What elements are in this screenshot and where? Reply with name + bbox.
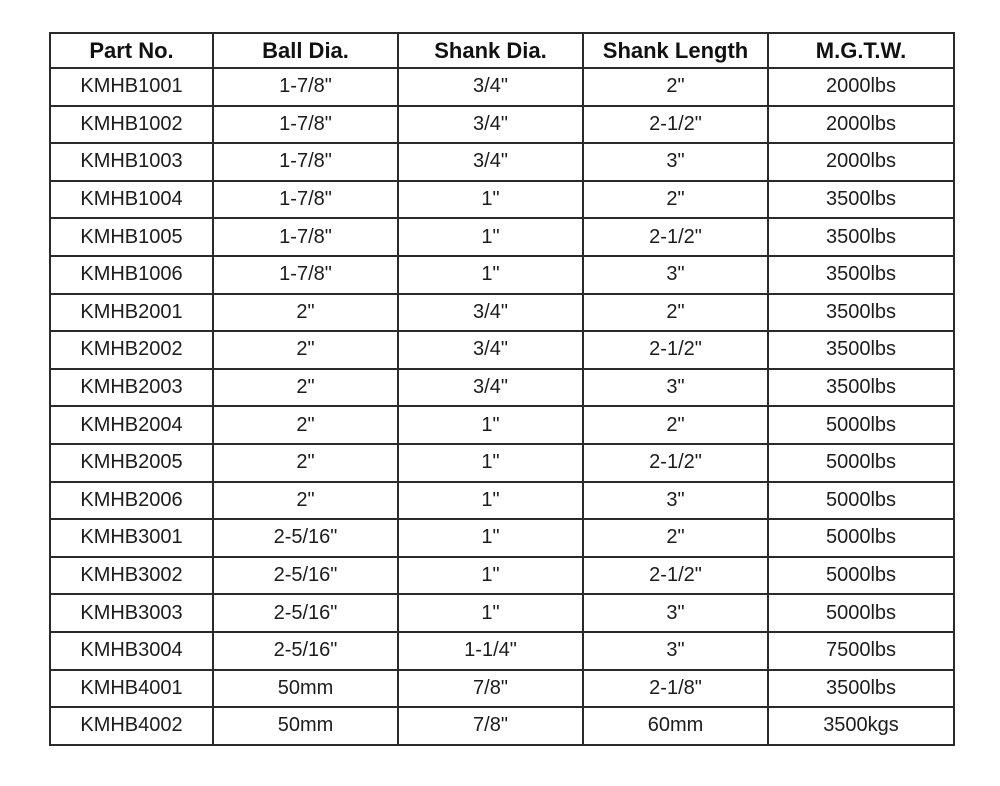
cell-shank-length: 2-1/2" [583, 557, 768, 595]
table-row [50, 632, 954, 670]
table-row [50, 369, 954, 407]
cell-shank-length: 3" [583, 256, 768, 294]
cell-mgtw: 3500lbs [768, 256, 954, 294]
cell-mgtw: 2000lbs [768, 106, 954, 144]
cell-shank-length: 2-1/2" [583, 218, 768, 256]
cell-shank-dia: 7/8" [398, 670, 583, 708]
cell-shank-dia: 3/4" [398, 331, 583, 369]
cell-shank-length: 2" [583, 519, 768, 557]
cell-part-no: KMHB4002 [50, 707, 213, 745]
table-row [50, 519, 954, 557]
cell-ball-dia: 2" [213, 444, 398, 482]
cell-ball-dia: 1-7/8" [213, 181, 398, 219]
cell-part-no: KMHB3002 [50, 557, 213, 595]
table-body [50, 68, 954, 745]
cell-shank-length: 2" [583, 181, 768, 219]
cell-shank-dia: 1" [398, 406, 583, 444]
spec-table [49, 32, 955, 746]
cell-ball-dia: 2-5/16" [213, 632, 398, 670]
cell-shank-dia: 3/4" [398, 294, 583, 332]
cell-shank-length: 3" [583, 369, 768, 407]
cell-ball-dia: 2" [213, 331, 398, 369]
cell-mgtw: 5000lbs [768, 444, 954, 482]
cell-part-no: KMHB1003 [50, 143, 213, 181]
cell-ball-dia: 50mm [213, 707, 398, 745]
header-mgtw: M.G.T.W. [768, 33, 954, 68]
header-shank-dia: Shank Dia. [398, 33, 583, 68]
cell-shank-dia: 1" [398, 519, 583, 557]
header-part-no: Part No. [50, 33, 213, 68]
table-row [50, 331, 954, 369]
cell-shank-dia: 1" [398, 557, 583, 595]
cell-shank-dia: 3/4" [398, 369, 583, 407]
table-header [50, 33, 954, 68]
cell-part-no: KMHB2004 [50, 406, 213, 444]
cell-mgtw: 7500lbs [768, 632, 954, 670]
cell-shank-dia: 1" [398, 444, 583, 482]
cell-ball-dia: 2" [213, 482, 398, 520]
table-row [50, 218, 954, 256]
cell-ball-dia: 2" [213, 294, 398, 332]
header-shank-length: Shank Length [583, 33, 768, 68]
cell-mgtw: 3500lbs [768, 181, 954, 219]
cell-shank-dia: 1" [398, 594, 583, 632]
cell-shank-dia: 3/4" [398, 143, 583, 181]
table-row [50, 406, 954, 444]
cell-mgtw: 5000lbs [768, 557, 954, 595]
cell-shank-dia: 3/4" [398, 68, 583, 106]
cell-part-no: KMHB1002 [50, 106, 213, 144]
table-row [50, 294, 954, 332]
cell-mgtw: 2000lbs [768, 68, 954, 106]
cell-part-no: KMHB2006 [50, 482, 213, 520]
cell-ball-dia: 2-5/16" [213, 594, 398, 632]
cell-ball-dia: 1-7/8" [213, 143, 398, 181]
cell-part-no: KMHB1004 [50, 181, 213, 219]
cell-mgtw: 3500lbs [768, 218, 954, 256]
cell-part-no: KMHB2003 [50, 369, 213, 407]
cell-part-no: KMHB4001 [50, 670, 213, 708]
cell-part-no: KMHB2002 [50, 331, 213, 369]
table-row [50, 106, 954, 144]
cell-shank-length: 3" [583, 632, 768, 670]
cell-shank-dia: 3/4" [398, 106, 583, 144]
header-row [50, 33, 954, 68]
table-row [50, 670, 954, 708]
cell-shank-dia: 1" [398, 256, 583, 294]
cell-part-no: KMHB3004 [50, 632, 213, 670]
cell-shank-length: 2-1/2" [583, 331, 768, 369]
cell-part-no: KMHB3001 [50, 519, 213, 557]
table-row [50, 707, 954, 745]
cell-ball-dia: 2" [213, 369, 398, 407]
table-row [50, 594, 954, 632]
cell-ball-dia: 1-7/8" [213, 68, 398, 106]
cell-mgtw: 5000lbs [768, 482, 954, 520]
table-row [50, 143, 954, 181]
cell-shank-length: 3" [583, 143, 768, 181]
cell-shank-length: 3" [583, 482, 768, 520]
cell-shank-length: 2-1/8" [583, 670, 768, 708]
table-row [50, 482, 954, 520]
cell-part-no: KMHB1005 [50, 218, 213, 256]
cell-shank-length: 2" [583, 68, 768, 106]
cell-shank-length: 2" [583, 406, 768, 444]
cell-mgtw: 3500lbs [768, 331, 954, 369]
cell-ball-dia: 1-7/8" [213, 218, 398, 256]
cell-mgtw: 2000lbs [768, 143, 954, 181]
table-row [50, 181, 954, 219]
cell-ball-dia: 1-7/8" [213, 106, 398, 144]
cell-part-no: KMHB1006 [50, 256, 213, 294]
cell-shank-dia: 1-1/4" [398, 632, 583, 670]
cell-ball-dia: 50mm [213, 670, 398, 708]
cell-shank-length: 2-1/2" [583, 106, 768, 144]
cell-shank-length: 60mm [583, 707, 768, 745]
cell-mgtw: 5000lbs [768, 519, 954, 557]
cell-part-no: KMHB2005 [50, 444, 213, 482]
table-row [50, 256, 954, 294]
cell-ball-dia: 2" [213, 406, 398, 444]
cell-shank-dia: 7/8" [398, 707, 583, 745]
cell-part-no: KMHB2001 [50, 294, 213, 332]
cell-shank-length: 3" [583, 594, 768, 632]
cell-ball-dia: 2-5/16" [213, 557, 398, 595]
table-row [50, 68, 954, 106]
table-row [50, 557, 954, 595]
cell-mgtw: 3500lbs [768, 294, 954, 332]
cell-mgtw: 5000lbs [768, 406, 954, 444]
cell-part-no: KMHB1001 [50, 68, 213, 106]
cell-shank-length: 2" [583, 294, 768, 332]
cell-shank-dia: 1" [398, 181, 583, 219]
cell-ball-dia: 2-5/16" [213, 519, 398, 557]
cell-shank-dia: 1" [398, 218, 583, 256]
cell-shank-length: 2-1/2" [583, 444, 768, 482]
header-ball-dia: Ball Dia. [213, 33, 398, 68]
cell-mgtw: 3500lbs [768, 369, 954, 407]
cell-mgtw: 3500kgs [768, 707, 954, 745]
cell-shank-dia: 1" [398, 482, 583, 520]
cell-mgtw: 3500lbs [768, 670, 954, 708]
cell-ball-dia: 1-7/8" [213, 256, 398, 294]
cell-mgtw: 5000lbs [768, 594, 954, 632]
table-row [50, 444, 954, 482]
cell-part-no: KMHB3003 [50, 594, 213, 632]
